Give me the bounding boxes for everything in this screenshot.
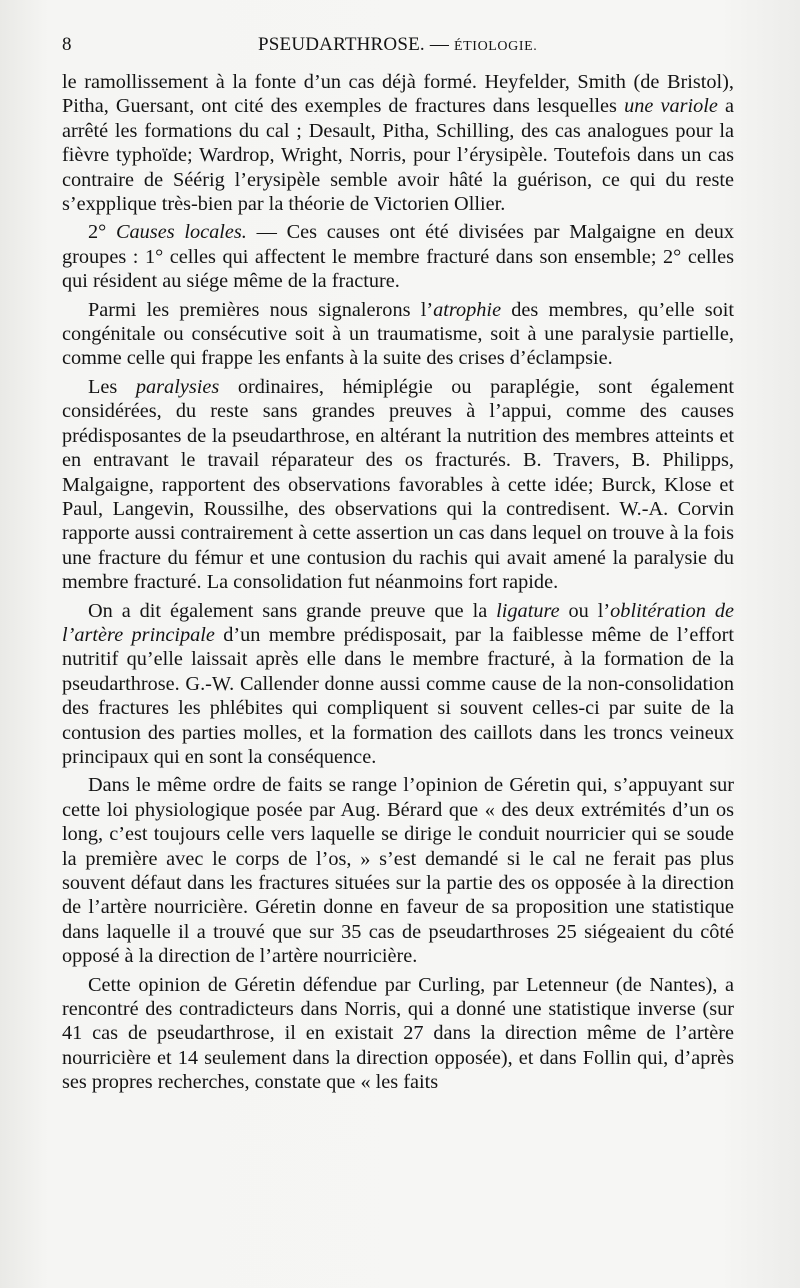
body-text [62,70,734,1095]
running-header [62,30,734,60]
text-run: a arrêté les formations du cal ; Desault, Pitha, Schilling, des cas analogues pour la fièvre typhoïde; Wardrop, Wright, Norris, pour l’érysipèle. Toutefois dans un cas contraire de Séérig l’erysipèle semble avoir hâté la guérison, ce qui du reste s’expplique très-bien par la théorie de Victorien Ollier. [62,95,734,216]
italic-text: Causes locales. [116,221,247,244]
text-run: Parmi les premières nous signalerons l’ [88,298,434,321]
text-run: des membres, qu’elle soit congénitale ou consécutive soit à un traumatisme, soit à une paralysie partielle, comme celle qui frappe les enfants à la suite des crises d’éclampsie. [62,298,734,370]
running-title-section: ÉTIOLOGIE. [454,39,538,54]
running-title [258,34,537,56]
running-title-main: PSEUDARTHROSE. [258,34,425,55]
text-run: ordinaires, hémiplégie ou paraplégie, sont également considérées, du reste sans grandes preuves à l’appui, comme des causes prédisposantes de la pseudarthrose, en altérant la nutrition des membres atteints et en entravant le travail réparateur des os fracturés. B. Travers, B. Philipps, Malgaigne, rapportent des observations favorables à cette idée; Burck, Klose et Paul, Langevin, Roussilhe, des observations qui la contredisent. W.-A. Corvin rapporte aussi contrairement à cette assertion un cas dans lequel on trouve à la fois une fracture du fémur et une contusion du rachis qui avait amené la paralysie du membre fracturé. La consolidation fut néanmoins fort rapide. [62,375,734,594]
italic-text: atrophie [433,298,502,321]
paragraph-7 [62,973,734,1095]
page-number: 8 [62,34,72,55]
text-run: 2° [88,221,116,244]
paragraph-3 [62,298,734,371]
italic-text: ligature [496,599,560,622]
running-title-dash: — [424,34,454,55]
paragraph-5 [62,599,734,770]
italic-text: paralysies [135,375,220,398]
paragraph-4 [62,375,734,595]
text-run: d’un membre prédisposait, par la faiblesse même de l’effort nutritif qu’elle laissait après elle dans le membre fracturé, à la formation de la pseudarthrose. G.-W. Callender donne aussi comme cause de la non-consolidation des fractures les phlébites qui compliquent si souvent celles-ci par suite de la contusion des parties molles, et la formation des caillots dans les troncs veineux principaux qui en sont la conséquence. [62,623,734,768]
italic-text: oblitération de l’artère principale [62,599,735,646]
text-run: le ramollissement à la fonte d’un cas déjà formé. Heyfelder, Smith (de Bristol), Pitha, Guersant, ont cité des exemples de fractures dans lesquelles [62,71,734,118]
paragraph-6 [62,773,734,968]
paragraph-1 [62,70,734,216]
text-run: On a dit également sans grande preuve que la [88,599,497,622]
text-run: Dans le même ordre de faits se range l’opinion de Géretin qui, s’appuyant sur cette loi physiologique posée par Aug. Bérard que « des deux extrémités d’un os long, c’est toujours celle vers laquelle se dirige le conduit nourricier qui se soude la première avec le corps de l’os, » s’est demandé si le cal ne ferait pas plus souvent défaut dans les fractures situées sur la partie des os opposée à la direction de l’artère nourricière. Géretin donne en faveur de sa proposition une statistique dans laquelle il a trouvé que sur 35 cas de pseudarthroses 25 siégeaient du côté opposé à la direction de l’artère nourricière. [62,774,734,968]
italic-text: une variole [624,95,718,118]
text-run: ou l’ [559,599,611,622]
text-run: — Ces causes ont été divisées par Malgaigne en deux groupes : 1° celles qui affectent le membre fracturé dans son ensemble; 2° celles qui résident au siége même de la fracture. [62,221,734,293]
paragraph-2 [62,220,734,293]
text-run: Cette opinion de Géretin défendue par Curling, par Letenneur (de Nantes), a rencontré des contradicteurs dans Norris, qui a donné une statistique inverse (sur 41 cas de pseudarthrose, il en existait 27 dans la direction même de l’artère nourricière et 14 seulement dans la direction opposée), et dans Follin qui, d’après ses propres recherches, constate que « les faits [62,973,734,1094]
text-run: Les [88,375,136,398]
